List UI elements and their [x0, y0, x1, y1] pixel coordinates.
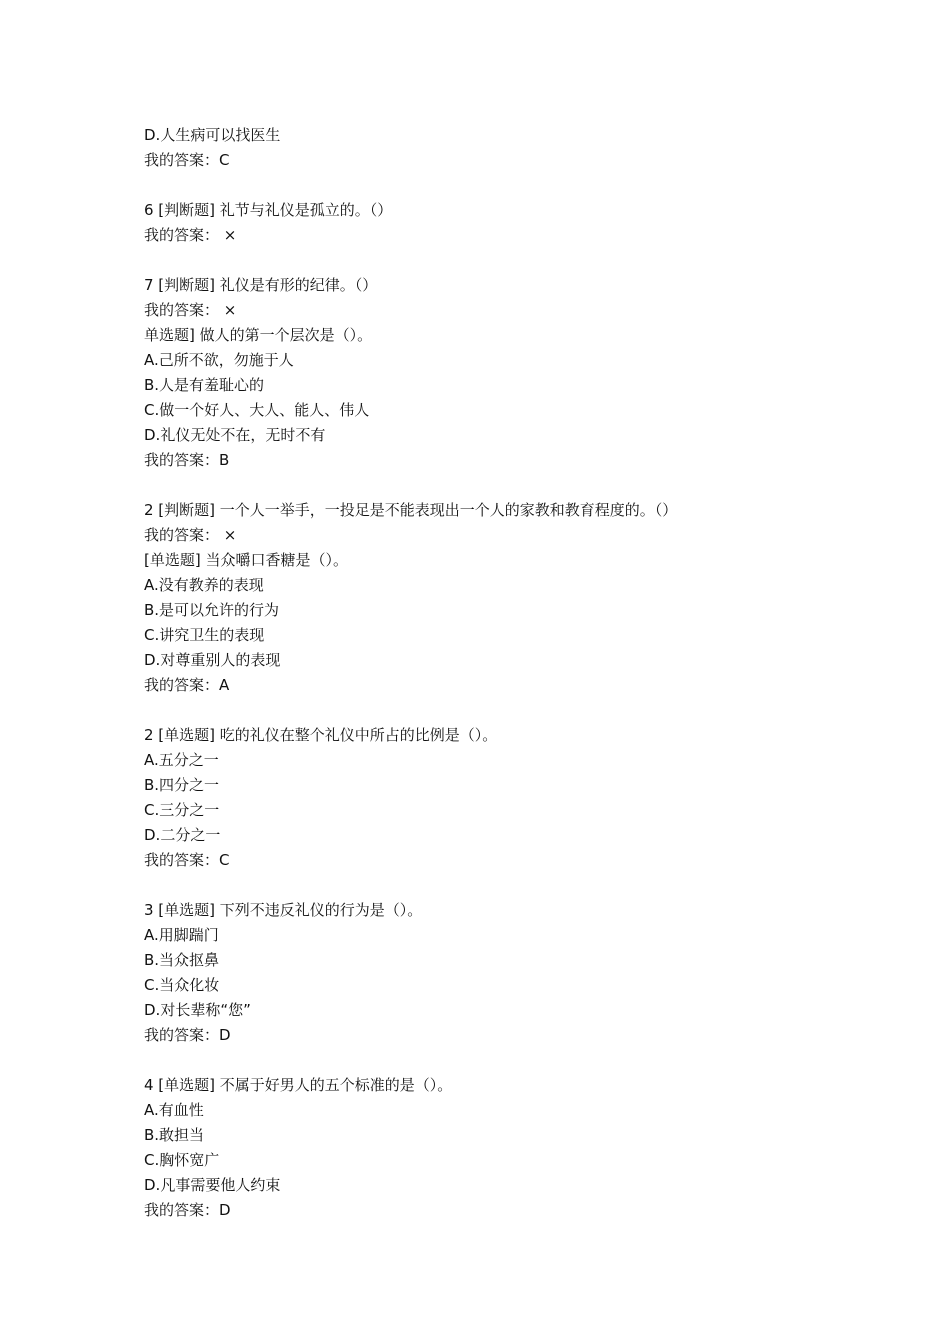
question-line: 2 [单选题] 吃的礼仪在整个礼仪中所占的比例是（）。 — [144, 726, 498, 744]
blank-line — [144, 698, 864, 723]
answer-line: 我的答案：C — [144, 851, 230, 869]
blank-line — [144, 248, 864, 273]
blank-line — [144, 1048, 864, 1073]
blank-line — [144, 173, 864, 198]
option-line: B.敢担当 — [144, 1126, 205, 1144]
option-line: B.四分之一 — [144, 776, 220, 794]
answer-line: 我的答案： × — [144, 226, 237, 244]
question-line: 6 [判断题] 礼节与礼仪是孤立的。（） — [144, 201, 393, 219]
option-line: A.用脚踹门 — [144, 926, 219, 944]
option-line: D.二分之一 — [144, 826, 221, 844]
blank-line — [144, 473, 864, 498]
option-line: A.五分之一 — [144, 751, 219, 769]
question-line: 7 [判断题] 礼仪是有形的纪律。（） — [144, 276, 378, 294]
option-line: D.对尊重别人的表现 — [144, 651, 281, 669]
option-line: D.对长辈称“您” — [144, 1001, 251, 1019]
answer-line: 我的答案：C — [144, 151, 230, 169]
answer-line: 我的答案： × — [144, 526, 237, 544]
question-line: 4 [单选题] 不属于好男人的五个标准的是（）。 — [144, 1076, 453, 1094]
option-line: D.礼仪无处不在，无时不有 — [144, 426, 326, 444]
option-line: C.当众化妆 — [144, 976, 220, 994]
question-line: 3 [单选题] 下列不违反礼仪的行为是（）。 — [144, 901, 423, 919]
answer-line: 我的答案：D — [144, 1201, 231, 1219]
question-line: 单选题] 做人的第一个层次是（）。 — [144, 326, 373, 344]
option-line: C.做一个好人、大人、能人、伟人 — [144, 401, 370, 419]
option-line: B.是可以允许的行为 — [144, 601, 280, 619]
question-line: [单选题] 当众嚼口香糖是（）。 — [144, 551, 348, 569]
blank-line — [144, 873, 864, 898]
option-line: B.当众抠鼻 — [144, 951, 220, 969]
option-line: A.有血性 — [144, 1101, 204, 1119]
option-line: C.胸怀宽广 — [144, 1151, 220, 1169]
answer-line: 我的答案：D — [144, 1026, 231, 1044]
question-line: 2 [判断题] 一个人一举手，一投足是不能表现出一个人的家教和教育程度的。（） — [144, 501, 678, 519]
option-line: C.三分之一 — [144, 801, 220, 819]
option-line: A.没有教养的表现 — [144, 576, 264, 594]
answer-line: 我的答案： × — [144, 301, 237, 319]
option-line: C.讲究卫生的表现 — [144, 626, 265, 644]
option-line: A.己所不欲，勿施于人 — [144, 351, 294, 369]
option-line: D.人生病可以找医生 — [144, 126, 281, 144]
answer-line: 我的答案：A — [144, 676, 230, 694]
option-line: D.凡事需要他人约束 — [144, 1176, 281, 1194]
answer-line: 我的答案：B — [144, 451, 230, 469]
option-line: B.人是有羞耻心的 — [144, 376, 265, 394]
document-page — [144, 123, 864, 1223]
